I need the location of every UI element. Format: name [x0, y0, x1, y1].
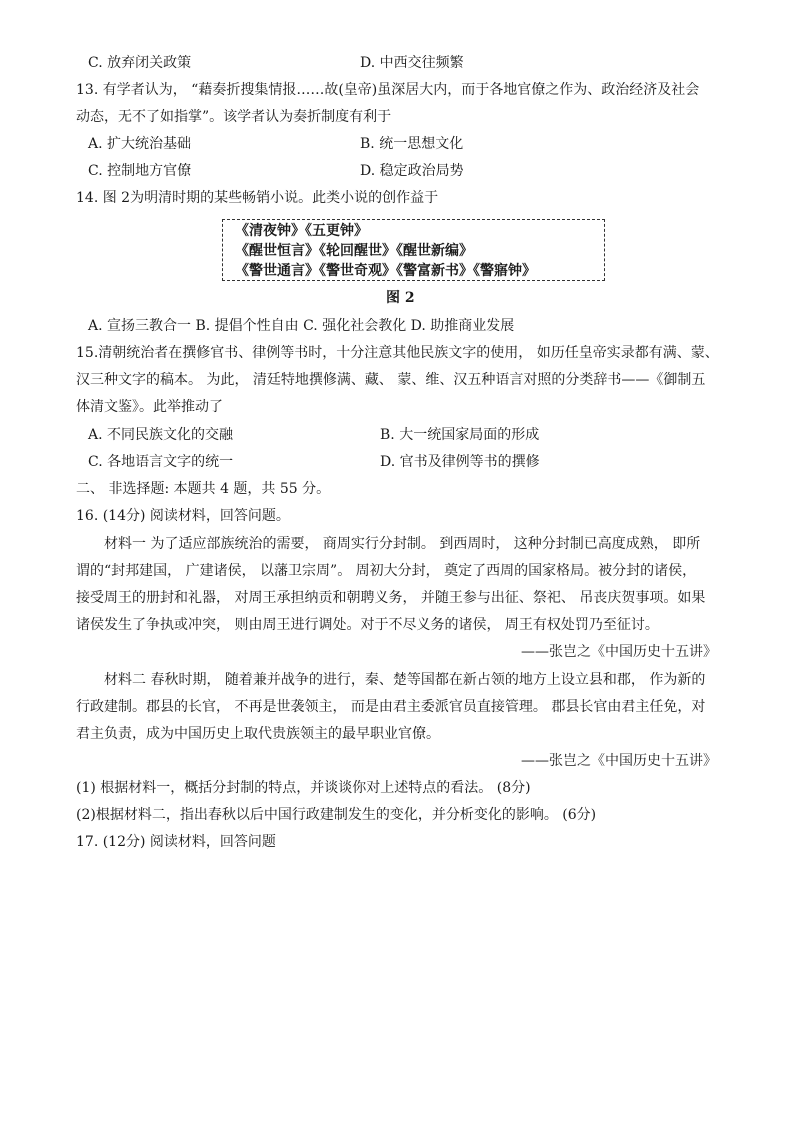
q15-stem-line1: 15.清朝统治者在撰修官书、律例等书时，十分注意其他民族文字的使用， 如历任皇帝实录都有满、蒙、 [76, 345, 719, 361]
material2-source: ——张岂之《中国历史十五讲》 [521, 753, 717, 769]
q12-option-d: D. 中西交往频繁 [360, 55, 464, 71]
material2-line1: 材料二 春秋时期， 随着兼并战争的进行，秦、楚等国都在新占领的地方上设立县和郡， 作为新的 [104, 672, 706, 688]
box-line-3: 《警世通言》《警世奇观》《警富新书》《警寤钟》 [235, 263, 536, 279]
novel-titles-box [222, 219, 605, 281]
figure-caption: 图 2 [386, 290, 415, 306]
q16-sub-question-1: (1) 根据材料一，概括分封制的特点，并谈谈你对上述特点的看法。 (8分) [76, 780, 531, 796]
material1-line2: 谓的“封邦建国， 广建诸侯， 以藩卫宗周”。 周初大分封， 奠定了西周的国家格局。被分封的诸侯， [76, 563, 697, 579]
q15-option-b: B. 大一统国家局面的形成 [380, 427, 540, 443]
q16-sub-question-2: (2)根据材料二，指出春秋以后中国行政建制发生的变化，并分析变化的影响。 (6分) [76, 807, 597, 823]
q14-stem: 14. 图 2为明清时期的某些畅销小说。此类小说的创作益于 [76, 190, 439, 206]
q13-stem-line1: 13. 有学者认为， “藉奏折搜集情报……故(皇帝)虽深居大内，而于各地官僚之作为、政治经济及社会 [76, 82, 700, 98]
material1-line4: 诸侯发生了争执或冲突， 则由周王进行调处。对于不尽义务的诸侯， 周王有权处罚乃至征讨。 [76, 617, 659, 633]
material1-line3: 接受周王的册封和礼器， 对周王承担纳贡和朝聘义务， 并随王参与出征、祭祀、 吊丧庆贺事项。如果 [76, 590, 706, 606]
q13-stem-line2: 动态，无不了如指掌”。该学者认为奏折制度有利于 [76, 109, 392, 125]
material1-source: ——张岂之《中国历史十五讲》 [521, 644, 717, 660]
q14-options: A. 宣扬三教合一 B. 提倡个性自由 C. 强化社会教化 D. 助推商业发展 [88, 318, 515, 334]
q15-option-d: D. 官书及律例等书的撰修 [380, 454, 540, 470]
q15-option-c: C. 各地语言文字的统一 [88, 454, 234, 470]
q12-option-c: C. 放弃闭关政策 [88, 55, 192, 71]
q15-stem-line3: 体清文鉴》。此举推动了 [76, 399, 223, 415]
material2-line2: 行政建制。郡县的长官， 不再是世袭领主， 而是由君主委派官员直接管理。 郡县长官由君主任免，对 [76, 699, 706, 715]
box-line-1: 《清夜钟》《五更钟》 [235, 223, 368, 239]
q15-option-a: A. 不同民族文化的交融 [88, 427, 234, 443]
q15-stem-line2: 汉三种文字的稿本。 为此， 清廷特地撰修满、藏、 蒙、维、汉五种语言对照的分类辞书——《御制五 [76, 372, 706, 388]
section-heading: 二、 非选择题: 本题共 4 题，共 55 分。 [76, 481, 331, 497]
q13-option-c: C. 控制地方官僚 [88, 163, 192, 179]
q13-option-d: D. 稳定政治局势 [360, 163, 464, 179]
material2-line3: 君主负责，成为中国历史上取代贵族领主的最早职业官僚。 [76, 726, 440, 742]
q13-option-a: A. 扩大统治基础 [88, 136, 192, 152]
box-line-2: 《醒世恒言》《轮回醒世》《醒世新编》 [235, 243, 473, 259]
q13-option-b: B. 统一思想文化 [360, 136, 464, 152]
q16-stem: 16. (14分) 阅读材料，回答问题。 [76, 508, 290, 524]
q17-stem: 17. (12分) 阅读材料，回答问题 [76, 834, 276, 850]
material1-line1: 材料一 为了适应部族统治的需要， 商周实行分封制。 到西周时， 这种分封制已高度成熟， 即所 [104, 536, 701, 552]
